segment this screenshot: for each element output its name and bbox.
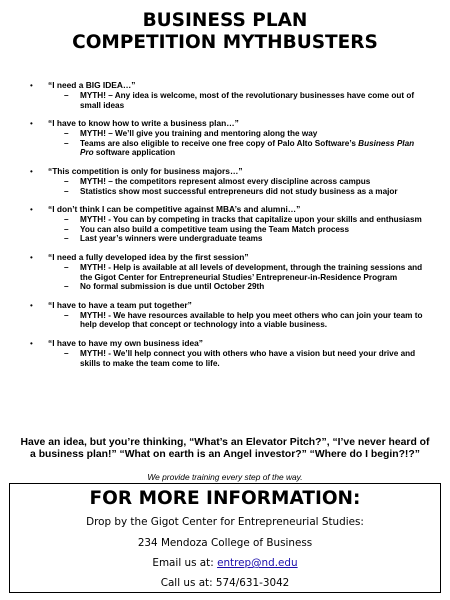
sub-point-text: MYTH! - We’ll help connect you with others who have a vision but need your drive and skills to make the team come to life. (80, 348, 416, 368)
myth-heading: “This competition is only for business majors…” (48, 165, 243, 176)
dash-marker: – (64, 138, 69, 148)
myth-item (30, 204, 430, 244)
bullet-dot: • (30, 338, 33, 348)
myth-item (30, 166, 430, 196)
myth-sub-point (30, 215, 430, 225)
dash-marker: – (64, 224, 69, 234)
bullet-dot: • (30, 81, 33, 90)
dash-marker: – (64, 234, 69, 244)
dash-marker: – (64, 348, 69, 358)
myth-heading: “I need a fully developed idea by the first session” (48, 251, 249, 262)
phone-line: Call us at: 574/631-3042 (160, 577, 290, 589)
myth-sub-point (30, 187, 430, 197)
dash-marker: – (64, 215, 69, 225)
info-box (9, 483, 441, 593)
bullet-dot: • (30, 119, 33, 129)
myth-item (30, 252, 430, 292)
info-title: FOR MORE INFORMATION: (89, 488, 361, 509)
bullet-dot: • (30, 166, 33, 176)
sub-point-text: Last year’s winners were undergraduate teams (80, 234, 263, 244)
myth-item (30, 118, 430, 158)
myth-sub-point (30, 91, 430, 110)
dash-marker: – (64, 176, 69, 186)
myth-heading: “I have to have a team put together” (48, 299, 192, 310)
myth-sub-point (30, 234, 430, 244)
myth-item (30, 300, 430, 330)
training-note: We provide training every step of the way. (147, 472, 303, 482)
dash-marker: – (64, 129, 69, 139)
title-line-2: COMPETITION MYTHBUSTERS (72, 32, 378, 53)
sub-point-text: You can also build a competitive team using the Team Match process (80, 224, 350, 234)
dash-marker: – (64, 282, 69, 292)
address-line: 234 Mendoza College of Business (137, 537, 313, 549)
myth-heading: “I have to have my own business idea” (48, 337, 203, 348)
page-title (0, 10, 450, 54)
dash-marker: – (64, 262, 69, 272)
myth-item (30, 338, 430, 368)
sub-point-text: Teams are also eligible to receive one free copy of Palo Alto Software’s (80, 138, 359, 148)
myths-list (30, 80, 430, 376)
email-line (10, 557, 440, 569)
sub-point-text: Statistics show most successful entrepreneurs did not study business as a major (80, 186, 398, 196)
myth-sub-point (30, 263, 430, 282)
myth-sub-point (30, 129, 430, 139)
dash-marker: – (64, 91, 69, 100)
dash-marker: – (64, 186, 69, 196)
dash-marker: – (64, 310, 69, 320)
bullet-dot: • (30, 205, 33, 215)
myth-sub-point (30, 225, 430, 235)
title-line-1: BUSINESS PLAN (142, 10, 308, 31)
sub-point-text: MYTH! – We’ll give you training and mentoring along the way (80, 129, 318, 139)
email-prefix: Email us at: (152, 557, 218, 569)
myth-heading: “I need a BIG IDEA…” (48, 80, 136, 90)
myth-sub-point (30, 177, 430, 187)
email-link[interactable]: entrep@nd.edu (217, 557, 298, 569)
software-name: Business Plan Pro (80, 138, 415, 158)
bullet-dot: • (30, 300, 33, 310)
sub-point-text: MYTH! - You can by competing in tracks that capitalize upon your skills and enthusiasm (80, 215, 422, 225)
myth-heading: “I have to know how to write a business plan…” (48, 118, 239, 129)
sub-point-text-end: software application (93, 148, 176, 158)
bullet-dot: • (30, 252, 33, 262)
myth-heading: “I don’t think I can be competitive against MBA’s and alumni…” (48, 204, 301, 215)
sub-point-text: MYTH! – Any idea is welcome, most of the revolutionary businesses have come out of small ideas (80, 91, 415, 110)
sub-point-text: MYTH! - We have resources available to help you meet others who can join your team to help develop that concept or technology into a viable business. (80, 310, 423, 330)
sub-point-text: No formal submission is due until October 29th (80, 282, 265, 292)
myth-sub-point (30, 282, 430, 292)
sub-point-text: MYTH! – the competitors represent almost every discipline across campus (80, 176, 371, 186)
myth-sub-point (30, 311, 430, 330)
myth-sub-point (30, 139, 430, 158)
myth-sub-point (30, 349, 430, 368)
sub-point-text: MYTH! - Help is available at all levels of development, through the training sessions and the Gigot Center for Entrepreneurial Studies’ Entrepreneur-in-Residence Program (80, 262, 423, 282)
drop-by-line: Drop by the Gigot Center for Entrepreneurial Studies: (86, 516, 364, 528)
myth-item (30, 80, 430, 110)
elevator-pitch-callout: Have an idea, but you’re thinking, “What’s an Elevator Pitch?”, “I’ve never heard of a business plan!” “What on earth is an Angel investor?” “Where do I begin?!?” (20, 437, 430, 460)
